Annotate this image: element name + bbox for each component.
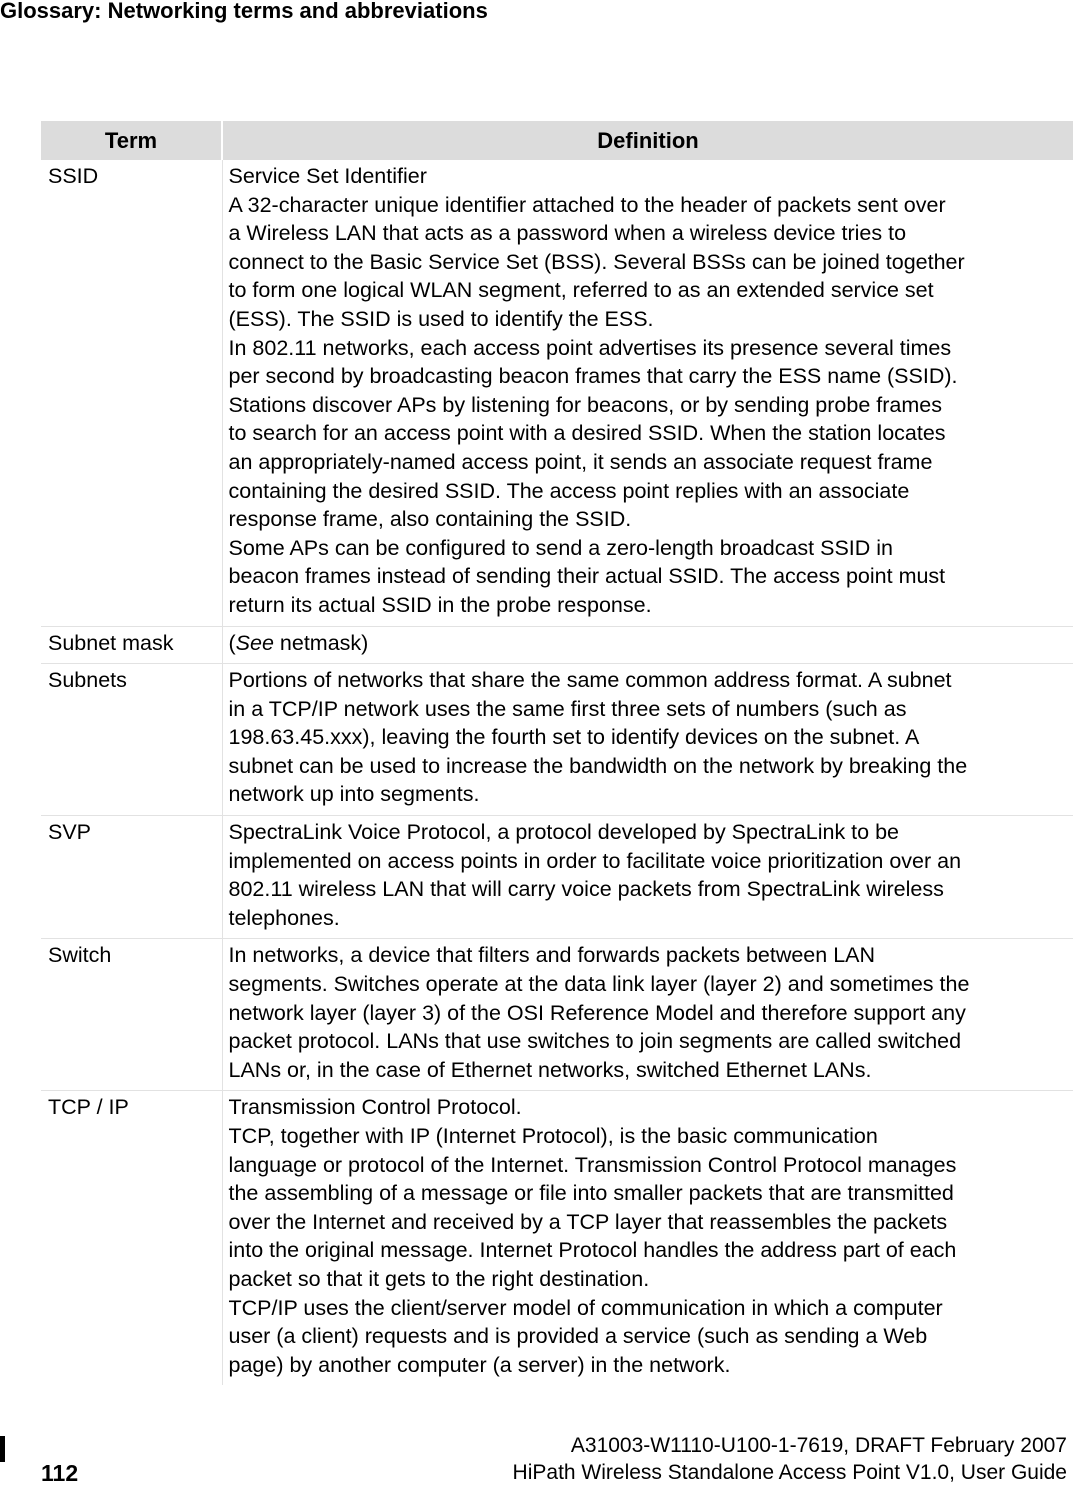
table-row [41,939,1073,1091]
definition-line: segments. Switches operate at the data link layer (layer 2) and sometimes the [228,972,970,997]
definition-line: network layer (layer 3) of the OSI Reference Model and therefore support any [228,1000,966,1025]
term-cell: TCP / IP [41,1091,222,1385]
definition-cell [222,816,1073,939]
column-header-term: Term [41,121,222,160]
definition-line: In 802.11 networks, each access point advertises its presence several times [228,335,952,360]
definition-line: A 32-character unique identifier attached to the header of packets sent over [228,192,946,217]
definition-line: telephones. [228,905,340,930]
definition-line: over the Internet and received by a TCP layer that reassembles the packets [228,1209,948,1234]
definition-cell [222,626,1073,664]
definition-line: TCP/IP uses the client/server model of communication in which a computer [228,1295,943,1320]
definition-line: to form one logical WLAN segment, referred to as an extended service set [228,278,934,303]
definition-line: response frame, also containing the SSID. [228,507,632,532]
definition-line: Service Set Identifier [228,164,427,188]
definition-line: 802.11 wireless LAN that will carry voice packets from SpectraLink wireless [228,877,944,902]
definition-cell [222,939,1073,1091]
definition-line: containing the desired SSID. The access point replies with an associate [228,478,910,503]
term-cell: Subnets [41,664,222,816]
term-cell: Switch [41,939,222,1091]
definition-line: network up into segments. [228,782,480,807]
definition-line: a Wireless LAN that acts as a password when a wireless device tries to [228,221,907,246]
table-header-row [41,121,1073,160]
definition-line: return its actual SSID in the probe response. [228,592,652,617]
column-header-definition: Definition [222,121,1073,160]
table-row [41,160,1073,626]
definition-line: TCP, together with IP (Internet Protocol), is the basic communication [228,1124,878,1148]
page-number: 112 [41,1460,79,1486]
glossary-table [41,121,1073,1385]
term-cell: SVP [41,816,222,939]
definition-line: In networks, a device that filters and forwards packets between LAN [228,943,876,968]
definition-cell [222,664,1073,816]
definition-line: LANs or, in the case of Ethernet networks, switched Ethernet LANs. [228,1057,872,1082]
definition-line: per second by broadcasting beacon frames that carry the ESS name (SSID). [228,364,958,389]
table-row [41,1091,1073,1385]
definition-line: page) by another computer (a server) in the network. [228,1352,731,1377]
definition-text: ( [228,630,236,655]
definition-line: (ESS). The SSID is used to identify the ESS. [228,306,654,331]
definition-line: into the original message. Internet Protocol handles the address part of each [228,1238,957,1263]
definition-line: to search for an access point with a desired SSID. When the station locates [228,421,946,446]
page-title: Glossary: Networking terms and abbreviations [0,0,488,23]
definition-line: Transmission Control Protocol. [228,1095,522,1120]
definition-line: packet so that it gets to the right destination. [228,1266,650,1291]
definition-line: implemented on access points in order to facilitate voice prioritization over an [228,848,962,873]
definition-cell [222,160,1073,626]
term-cell: SSID [41,160,222,626]
definition-line: SpectraLink Voice Protocol, a protocol developed by SpectraLink to be [228,820,899,845]
definition-line: language or protocol of the Internet. Transmission Control Protocol manages [228,1152,957,1177]
definition-text: netmask) [273,630,369,655]
see-reference: See [235,630,274,655]
footer-guide-title: HiPath Wireless Standalone Access Point V1.0, User Guide [512,1461,1067,1484]
definition-line: beacon frames instead of sending their actual SSID. The access point must [228,564,946,589]
definition-line: in a TCP/IP network uses the same first three sets of numbers (such as [228,696,907,721]
table-row [41,664,1073,816]
term-cell: Subnet mask [41,626,222,664]
table-row [41,816,1073,939]
definition-line: connect to the Basic Service Set (BSS). Several BSSs can be joined together [228,249,965,274]
definition-line: user (a client) requests and is provided a service (such as sending a Web [228,1324,928,1349]
definition-cell [222,1091,1073,1385]
table-row [41,626,1073,664]
definition-line: the assembling of a message or file into smaller packets that are transmitted [228,1181,954,1206]
footer-doc-id: A31003-W1110-U100-1-7619, DRAFT February 2007 [570,1434,1067,1457]
definition-line: an appropriately-named access point, it sends an associate request frame [228,449,933,474]
definition-line: Stations discover APs by listening for beacons, or by sending probe frames [228,392,942,417]
definition-line: Portions of networks that share the same common address format. A subnet [228,668,952,693]
definition-line: packet protocol. LANs that use switches to join segments are called switched [228,1029,962,1054]
change-bar [0,1436,5,1462]
definition-line: subnet can be used to increase the bandwidth on the network by breaking the [228,753,968,778]
definition-line: 198.63.45.xxx), leaving the fourth set to identify devices on the subnet. A [228,725,920,750]
definition-line: Some APs can be configured to send a zero-length broadcast SSID in [228,535,894,560]
